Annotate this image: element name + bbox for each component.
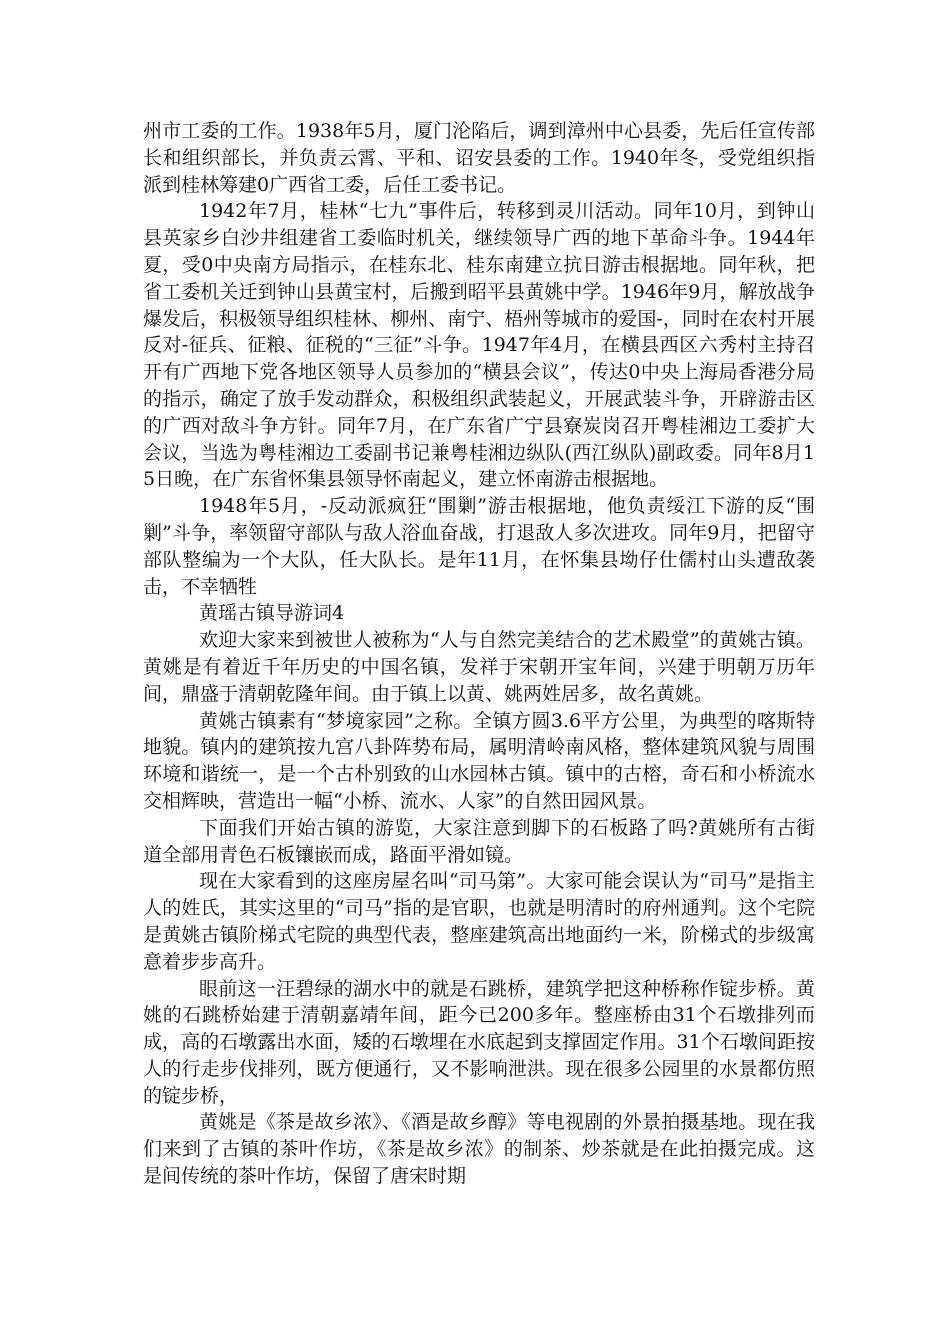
paragraph-1948: 1948年5月，-反动派疯狂“围剿”游击根据地，他负责绥江下游的反“围剿”斗争，率领留守部队与敌人浴血奋战，打退敌人多次进攻。同年9月，把留守部队整编为一个大队，任大队长。是年11月，在怀集县坳仔仕儒村山头遭敌袭击，不幸牺牲 xyxy=(143,495,815,598)
document-body xyxy=(143,118,815,1190)
paragraph-sima-residence: 现在大家看到的这座房屋名叫“司马第”。大家可能会误认为“司马”是指主人的姓氏，其实这里的“司马”指的是官职，也就是明清时的府州通判。这个宅院是黄姚古镇阶梯式宅院的典型代表，整座建筑高出地面约一米，阶梯式的步级寓意着步步高升。 xyxy=(143,870,815,973)
paragraph-stepping-bridge: 眼前这一汪碧绿的湖水中的就是石跳桥，建筑学把这种桥称作锭步桥。黄姚的石跳桥始建于清朝嘉靖年间，距今已200多年。整座桥由31个石墩排列而成，高的石墩露出水面，矮的石墩埋在水底起到支撑固定作用。31个石墩间距按人的行走步伐排列，既方便通行，又不影响泄洪。现在很多公园里的水景都仿照的锭步桥， xyxy=(143,977,815,1107)
section-heading: 黄瑶古镇导游词4 xyxy=(199,602,345,625)
paragraph-welcome: 欢迎大家来到被世人被称为“人与自然完美结合的艺术殿堂”的黄姚古镇。黄姚是有着近千年历史的中国名镇，发祥于宋朝开宝年间，兴建于明朝万历年间，鼎盛于清朝乾隆年间。由于镇上以黄、姚两姓居多，故名黄姚。 xyxy=(143,629,815,705)
paragraph-continuation: 州市工委的工作。1938年5月，厦门沦陷后，调到漳州中心县委，先后任宣传部长和组织部长，并负责云霄、平和、诏安县委的工作。1940年冬，受党组织指派到桂林筹建0广西省工委，后任工委书记。 xyxy=(143,120,815,196)
paragraph-stone-road: 下面我们开始古镇的游览，大家注意到脚下的石板路了吗?黄姚所有古街道全部用青色石板镶嵌而成，路面平滑如镜。 xyxy=(143,816,815,866)
paragraph-dreamland: 黄姚古镇素有“梦境家园”之称。全镇方圆3.6平方公里，为典型的喀斯特地貌。镇内的建筑按九宫八卦阵势布局，属明清岭南风格，整体建筑风貌与周围环境和谐统一，是一个古朴别致的山水园林古镇。镇中的古榕，奇石和小桥流水交相辉映，营造出一幅“小桥、流水、人家”的自然田园风景。 xyxy=(143,709,815,812)
paragraph-1942: 1942年7月，桂林“七九”事件后，转移到灵川活动。同年10月，到钟山县英家乡白沙井组建省工委临时机关，继续领导广西的地下革命斗争。1944年夏，受0中央南方局指示，在桂东北、桂东南建立抗日游击根据地。同年秋，把省工委机关迁到钟山县黄宝村，后搬到昭平县黄姚中学。1946年9月，解放战争爆发后，积极领导组织桂林、柳州、南宁、梧州等城市的爱国-，同时在农村开展反对-征兵、征粮、征税的“三征”斗争。1947年4月，在横县西区六秀村主持召开有广西地下党各地区领导人员参加的“横县会议”，传达0中央上海局香港分局的指示，确定了放手发动群众，积极组织武装起义，开展武装斗争，开辟游击区的广西对敌斗争方针。同年7月，在广东省广宁县寮炭岗召开粤桂湘边工委扩大会议，当选为粤桂湘边工委副书记兼粤桂湘边纵队(西江纵队)副政委。同年8月15日晚，在广东省怀集县领导怀南起义，建立怀南游击根据地。 xyxy=(143,200,815,491)
paragraph-tea-workshop: 黄姚是《茶是故乡浓》、《酒是故乡醇》等电视剧的外景拍摄基地。现在我们来到了古镇的茶叶作坊，《茶是故乡浓》的制茶、炒茶就是在此拍摄完成。这是间传统的茶叶作坊，保留了唐宋时期 xyxy=(143,1111,815,1188)
